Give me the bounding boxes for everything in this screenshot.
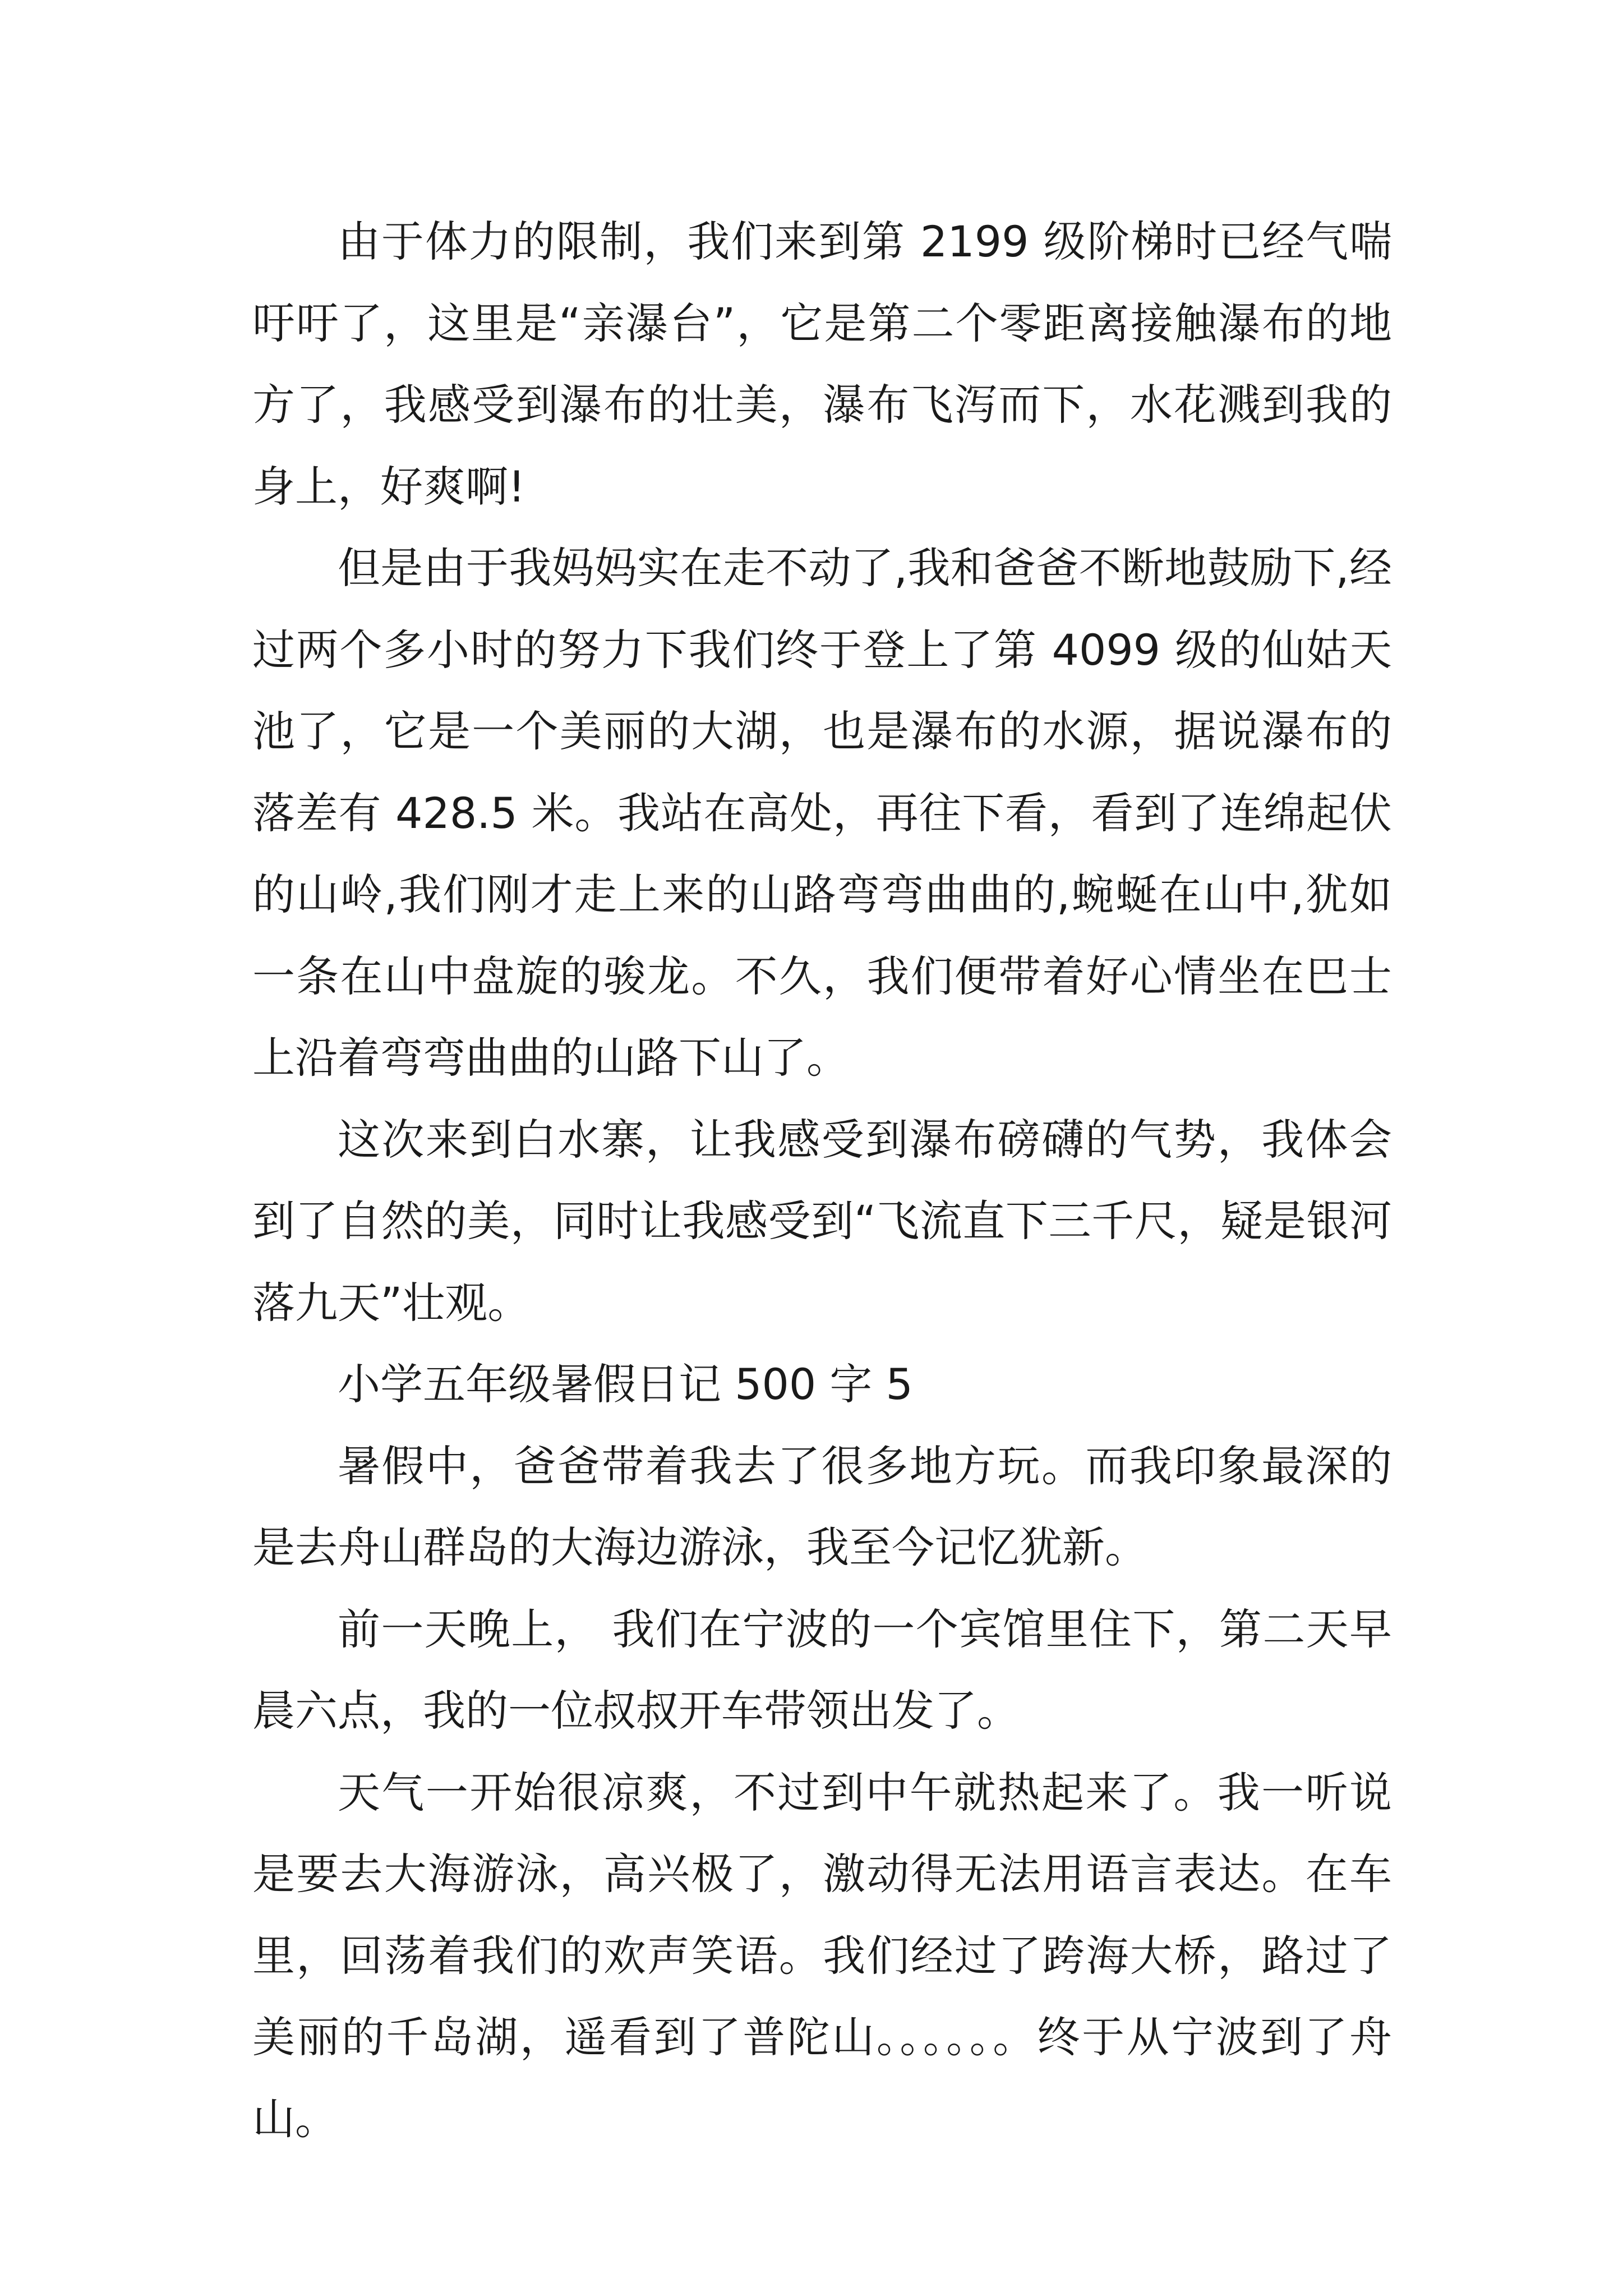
paragraph-conclusion: 这次来到白水寨，让我感受到瀑布磅礴的气势，我体会到了自然的美，同时让我感受到“飞流直下三千尺，疑是银河落九天”壮观。 — [252, 1114, 1392, 1328]
paragraph-summer-intro: 暑假中，爸爸带着我去了很多地方玩。而我印象最深的是去舟山群岛的大海边游泳，我至今记忆犹新。 — [252, 1441, 1392, 1572]
paragraph-night-before: 前一天晚上， 我们在宁波的一个宾馆里住下，第二天早晨六点，我的一位叔叔开车带领出发了。 — [252, 1604, 1392, 1736]
paragraph-stairs: 由于体力的限制，我们来到第 2199 级阶梯时已经气喘吁吁了，这里是“亲瀑台”，它是第二个零距离接触瀑布的地方了，我感受到瀑布的壮美，瀑布飞泻而下，水花溅到我的身上，好爽啊! — [252, 217, 1392, 512]
document-body — [252, 201, 1392, 2160]
paragraph-tianchi: 但是由于我妈妈实在走不动了,我和爸爸不断地鼓励下,经过两个多小时的努力下我们终于登上了第 4099 级的仙姑天池了，它是一个美丽的大湖，也是瀑布的水源，据说瀑布的落差有 428.5 米。我站在高处，再往下看，看到了连绵起伏的山岭,我们刚才走上来的山路弯弯曲曲的,蜿蜒在山中,犹如一条在山中盘旋的骏龙。不久，我们便带着好心情坐在巴士上沿着弯弯曲曲的山路下山了。 — [252, 543, 1392, 1083]
paragraph-journey: 天气一开始很凉爽，不过到中午就热起来了。我一听说是要去大海游泳，高兴极了，激动得无法用语言表达。在车里，回荡着我们的欢声笑语。我们经过了跨海大桥，路过了美丽的千岛湖，遥看到了普陀山。。。。。。终于从宁波到了舟山。 — [252, 1767, 1392, 2144]
section-heading: 小学五年级暑假日记 500 字 5 — [338, 1359, 913, 1409]
